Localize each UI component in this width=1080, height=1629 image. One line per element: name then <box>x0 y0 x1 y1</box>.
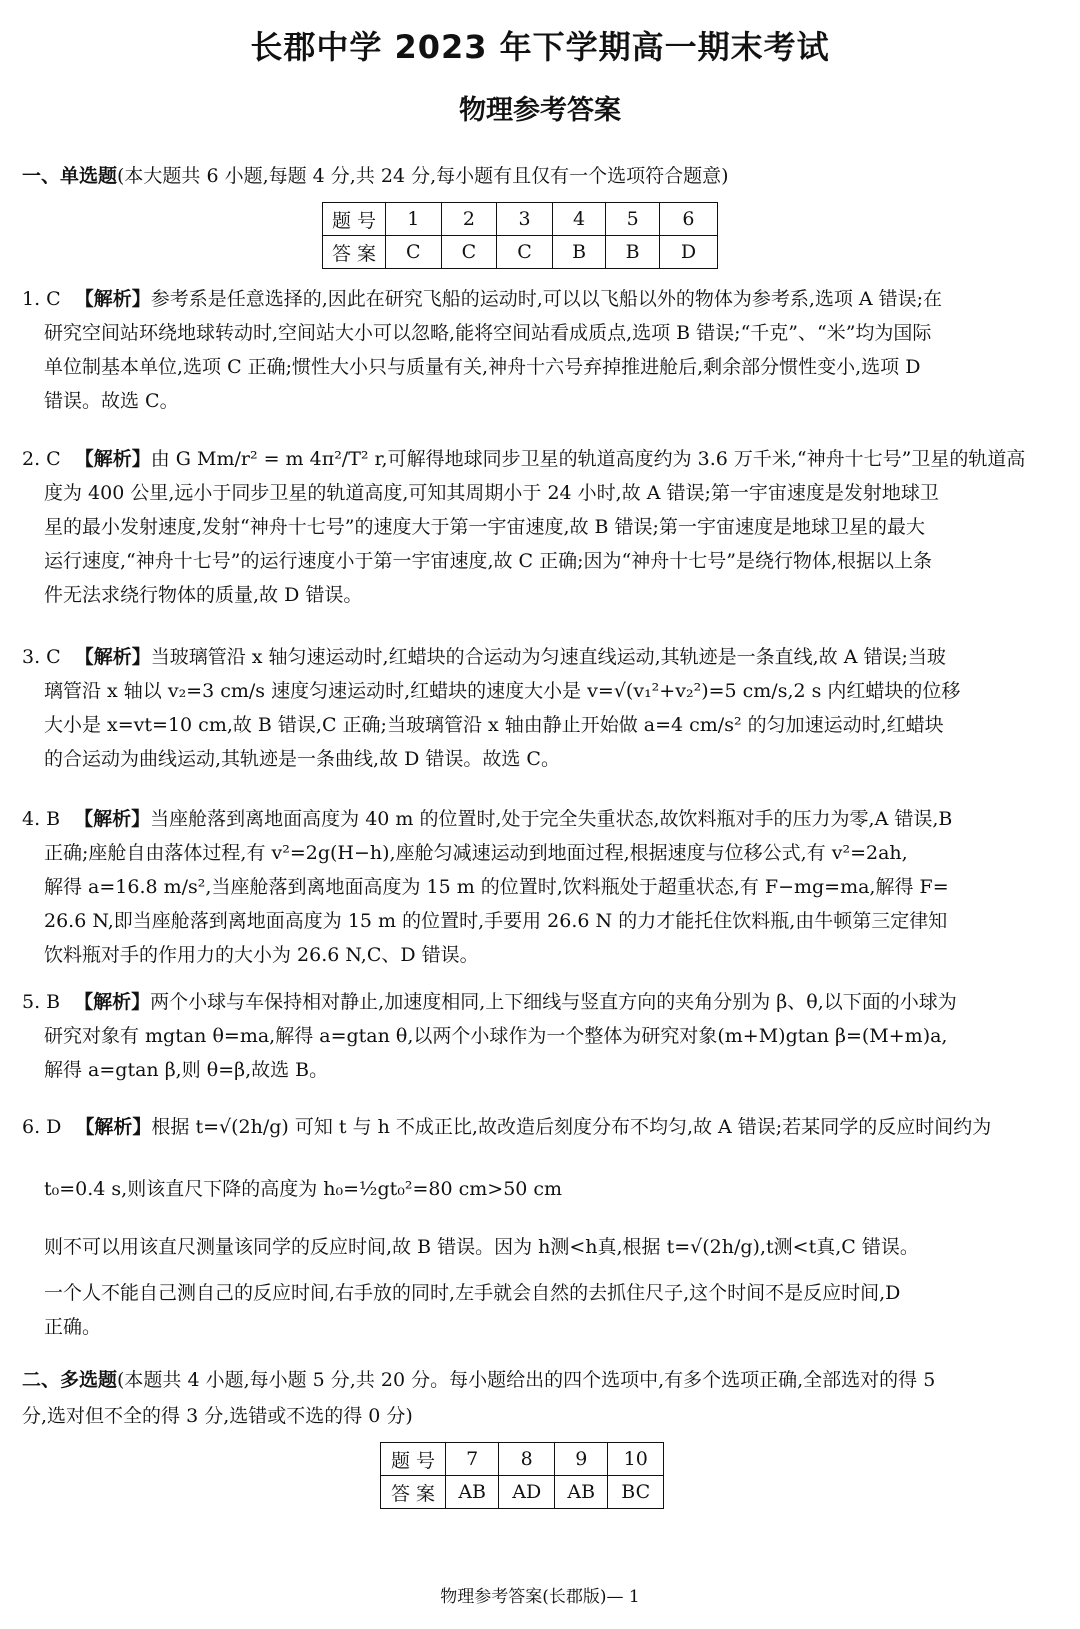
question-number: 3. C <box>22 646 61 668</box>
question-2 <box>22 442 1040 612</box>
table-cell: AD <box>499 1476 555 1509</box>
table-cell: 4 <box>552 203 606 236</box>
question-6 <box>22 1110 1040 1344</box>
section2-note: (本题共 4 小题,每小题 5 分,共 20 分。每小题给出的四个选项中,有多个选项正确,全部选对的得 5 <box>117 1369 936 1391</box>
table-cell: 7 <box>446 1443 499 1476</box>
question-1 <box>22 282 1040 418</box>
question-text-line: 错误。故选 C。 <box>44 390 179 412</box>
question-text-line: 度为 400 公里,远小于同步卫星的轨道高度,可知其周期小于 24 小时,故 A 错误;第一宇宙速度是发射地球卫 <box>44 482 939 504</box>
page-subtitle: 物理参考答案 <box>459 95 621 126</box>
section2-heading-line <box>22 1366 1062 1394</box>
analysis-tag: 【解析】 <box>74 288 151 310</box>
table-row <box>381 1443 664 1476</box>
table-cell: C <box>441 236 497 269</box>
question-text-line: 则不可以用该直尺测量该同学的反应时间,故 B 错误。因为 h测<h真,根据 t=√(2h/g),t测<t真,C 错误。 <box>44 1236 919 1258</box>
question-text-line: 饮料瓶对手的作用力的大小为 26.6 N,C、D 错误。 <box>44 944 479 966</box>
table-cell: 2 <box>441 203 497 236</box>
section2-heading: 二、多选题 <box>22 1369 118 1391</box>
analysis-tag: 【解析】 <box>74 991 151 1013</box>
section2-note-continued: 分,选对但不全的得 3 分,选错或不选的得 0 分) <box>22 1405 413 1427</box>
question-text-line: 运行速度,“神舟十七号”的运行速度小于第一宇宙速度,故 C 正确;因为“神舟十七号”是绕行物体,根据以上条 <box>44 550 932 572</box>
table-cell: 6 <box>659 203 717 236</box>
section1-note: (本大题共 6 小题,每题 4 分,共 24 分,每小题有且仅有一个选项符合题意) <box>117 165 729 187</box>
question-text-line: 研究对象有 mgtan θ=ma,解得 a=gtan θ,以两个小球作为一个整体为研究对象(m+M)gtan β=(M+m)a, <box>44 1025 948 1047</box>
question-text-line: 解得 a=gtan β,则 θ=β,故选 B。 <box>44 1059 329 1081</box>
analysis-tag: 【解析】 <box>75 1116 152 1138</box>
question-text-line: 参考系是任意选择的,因此在研究飞船的运动时,可以以飞船以外的物体为参考系,选项 A 错误;在 <box>150 288 943 310</box>
question-text-line: 研究空间站环绕地球转动时,空间站大小可以忽略,能将空间站看成质点,选项 B 错误;“千克”、“米”均为国际 <box>44 322 932 344</box>
analysis-tag: 【解析】 <box>74 808 151 830</box>
table-cell: 1 <box>386 203 442 236</box>
question-text-line: 的合运动为曲线运动,其轨迹是一条曲线,故 D 错误。故选 C。 <box>44 748 560 770</box>
table-cell: D <box>659 236 717 269</box>
question-5 <box>22 985 1040 1087</box>
question-number: 4. B <box>22 808 61 830</box>
question-text-line: 由 G Mm/r² = m 4π²/T² r,可解得地球同步卫星的轨道高度约为 3.6 万千米,“神舟十七号”卫星的轨道高 <box>150 448 1026 470</box>
question-4 <box>22 802 1040 972</box>
table-cell: 5 <box>606 203 660 236</box>
table-row-label: 题号 <box>323 203 386 236</box>
table-cell: B <box>606 236 660 269</box>
question-text-line: 根据 t=√(2h/g) 可知 t 与 h 不成正比,故改造后刻度分布不均匀,故 A 错误;若某同学的反应时间约为 <box>151 1116 992 1138</box>
question-text-line: 当座舱落到离地面高度为 40 m 的位置时,处于完全失重状态,故饮料瓶对手的压力为零,A 错误,B <box>150 808 953 830</box>
question-3 <box>22 640 1040 776</box>
table-cell: AB <box>446 1476 499 1509</box>
question-text-line: t₀=0.4 s,则该直尺下降的高度为 h₀=½gt₀²=80 cm>50 cm <box>44 1178 563 1200</box>
section2-answer-table <box>380 1442 664 1509</box>
table-cell: AB <box>555 1476 608 1509</box>
question-text-line: 两个小球与车保持相对静止,加速度相同,上下细线与竖直方向的夹角分别为 β、θ,以下面的小球为 <box>150 991 957 1013</box>
question-text-line: 件无法求绕行物体的质量,故 D 错误。 <box>44 584 363 606</box>
table-row <box>323 236 718 269</box>
table-cell: C <box>497 236 553 269</box>
question-text-line: 星的最小发射速度,发射“神舟十七号”的速度大于第一宇宙速度,故 B 错误;第一宇宙速度是地球卫星的最大 <box>44 516 925 538</box>
analysis-tag: 【解析】 <box>74 448 151 470</box>
table-cell: B <box>552 236 606 269</box>
table-row <box>323 203 718 236</box>
table-cell: 8 <box>499 1443 555 1476</box>
question-text-line: 正确;座舱自由落体过程,有 v²=2g(H−h),座舱匀减速运动到地面过程,根据速度与位移公式,有 v²=2ah, <box>44 842 908 864</box>
table-row <box>381 1476 664 1509</box>
question-text-line: 璃管沿 x 轴以 v₂=3 cm/s 速度匀速运动时,红蜡块的速度大小是 v=√(v₁²+v₂²)=5 cm/s,2 s 内红蜡块的位移 <box>44 680 961 702</box>
section1-heading: 一、单选题 <box>22 165 118 187</box>
table-cell: BC <box>608 1476 664 1509</box>
table-cell: 9 <box>555 1443 608 1476</box>
section1-heading-line <box>22 162 1062 190</box>
question-number: 5. B <box>22 991 61 1013</box>
question-number: 6. D <box>22 1116 62 1138</box>
table-cell: 3 <box>497 203 553 236</box>
question-number: 2. C <box>22 448 61 470</box>
question-text-line: 一个人不能自己测自己的反应时间,右手放的同时,左手就会自然的去抓住尺子,这个时间不是反应时间,D <box>44 1282 901 1304</box>
table-row-label: 题号 <box>381 1443 446 1476</box>
table-row-label: 答案 <box>381 1476 446 1509</box>
table-cell: C <box>386 236 442 269</box>
question-number: 1. C <box>22 288 61 310</box>
question-text-line: 正确。 <box>44 1316 102 1338</box>
question-text-line: 当玻璃管沿 x 轴匀速运动时,红蜡块的合运动为匀速直线运动,其轨迹是一条直线,故 A 错误;当玻 <box>150 646 946 668</box>
question-text-line: 大小是 x=vt=10 cm,故 B 错误,C 正确;当玻璃管沿 x 轴由静止开始做 a=4 cm/s² 的匀加速运动时,红蜡块 <box>44 714 944 736</box>
table-cell: 10 <box>608 1443 664 1476</box>
analysis-tag: 【解析】 <box>74 646 151 668</box>
table-row-label: 答案 <box>323 236 386 269</box>
question-text-line: 单位制基本单位,选项 C 正确;惯性大小只与质量有关,神舟十六号弃掉推进舱后,剩余部分惯性变小,选项 D <box>44 356 921 378</box>
page-title: 长郡中学 2023 年下学期高一期末考试 <box>250 28 830 66</box>
section1-answer-table <box>322 202 718 269</box>
question-text-line: 解得 a=16.8 m/s²,当座舱落到离地面高度为 15 m 的位置时,饮料瓶处于超重状态,有 F−mg=ma,解得 F= <box>44 876 949 898</box>
page-footer: 物理参考答案(长郡版)— 1 <box>440 1587 640 1607</box>
question-text-line: 26.6 N,即当座舱落到离地面高度为 15 m 的位置时,手要用 26.6 N 的力才能托住饮料瓶,由牛顿第三定律知 <box>44 910 948 932</box>
